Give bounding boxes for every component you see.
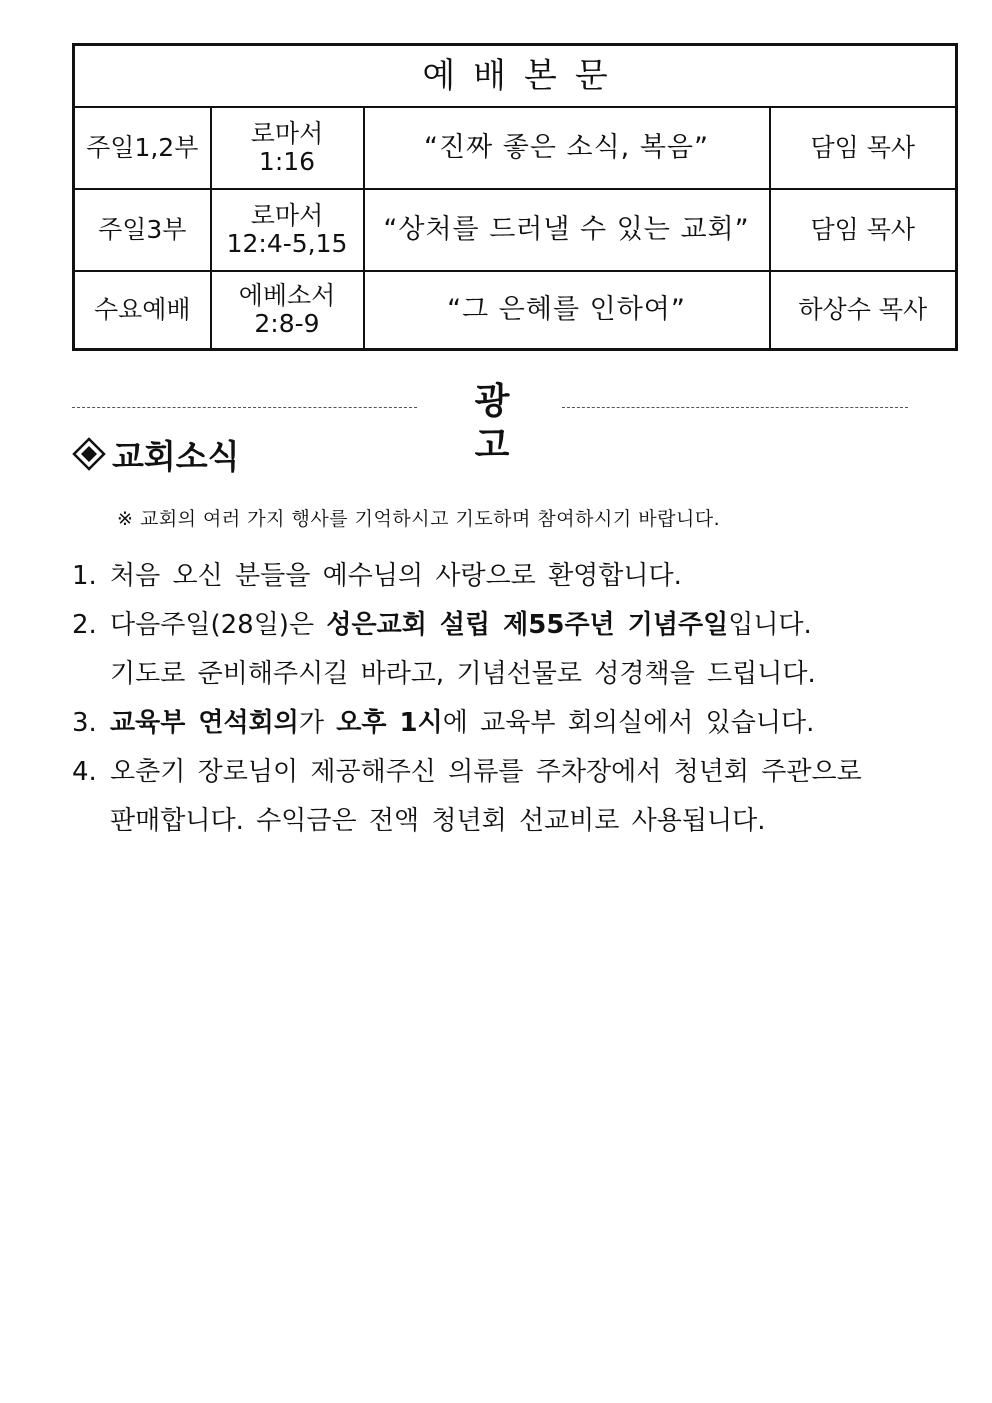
church-news-note: ※ 교회의 여러 가지 행사를 기억하시고 기도하며 참여하시기 바랍니다. [117, 508, 721, 530]
scripture-book: 에베소서 [238, 281, 336, 310]
sermon-row [74, 107, 957, 189]
scripture-book: 로마서 [250, 201, 324, 230]
service-name: 주일1,2부 [74, 107, 211, 189]
sermon-row [74, 271, 957, 350]
item-emphasis: 성은교회 설립 제55주년 기념주일 [326, 610, 729, 640]
scripture-verse: 2:8-9 [254, 309, 320, 338]
item-emphasis: 오후 1시 [336, 708, 443, 738]
item-text: 다음주일(28일)은 [110, 610, 327, 640]
scripture-reference [211, 271, 364, 350]
item-text-continued: 판매합니다. 수익금은 전액 청년회 선교비로 사용됩니다. [110, 806, 766, 836]
list-item [72, 552, 952, 601]
list-item [72, 601, 952, 699]
item-number: 2. [72, 610, 97, 640]
sermon-row [74, 189, 957, 271]
sermon-table-title: 예배본문 [74, 45, 957, 108]
preacher: 담임 목사 [770, 189, 957, 271]
church-news-title: 교회소식 [112, 436, 240, 476]
list-item [72, 699, 952, 748]
church-news-heading [72, 432, 240, 476]
item-text-continued: 기도로 준비해주시길 바라고, 기념선물로 성경책을 드립니다. [110, 659, 816, 689]
ad-title: 광고 [474, 381, 536, 466]
scripture-verse: 1:16 [258, 147, 316, 176]
scripture-verse: 12:4-5,15 [226, 229, 348, 258]
dashed-divider-right [562, 407, 908, 408]
sermon-title: “진짜 좋은 소식, 복음” [364, 107, 770, 189]
sermon-title: “상처를 드러낼 수 있는 교회” [364, 189, 770, 271]
item-number: 3. [72, 708, 97, 738]
item-number: 1. [72, 561, 97, 591]
list-item [72, 748, 952, 846]
church-news-list [72, 552, 952, 846]
item-emphasis: 교육부 연석회의 [110, 708, 299, 738]
diamond-bullet-icon [72, 437, 106, 471]
preacher: 담임 목사 [770, 107, 957, 189]
scripture-reference [211, 107, 364, 189]
item-text: 가 [298, 708, 337, 738]
scripture-reference [211, 189, 364, 271]
service-name: 주일3부 [74, 189, 211, 271]
item-text: 에 교육부 회의실에서 있습니다. [442, 708, 815, 738]
sermon-title: “그 은혜를 인하여” [364, 271, 770, 350]
scripture-book: 로마서 [250, 119, 324, 148]
dashed-divider-left [72, 407, 417, 408]
item-text: 입니다. [728, 610, 812, 640]
sermon-table [72, 43, 958, 351]
item-number: 4. [72, 757, 97, 787]
service-name: 수요예배 [74, 271, 211, 350]
preacher: 하상수 목사 [770, 271, 957, 350]
item-text: 오춘기 장로님이 제공해주신 의류를 주차장에서 청년회 주관으로 [110, 757, 862, 787]
item-text: 처음 오신 분들을 예수님의 사랑으로 환영합니다. [110, 561, 682, 591]
